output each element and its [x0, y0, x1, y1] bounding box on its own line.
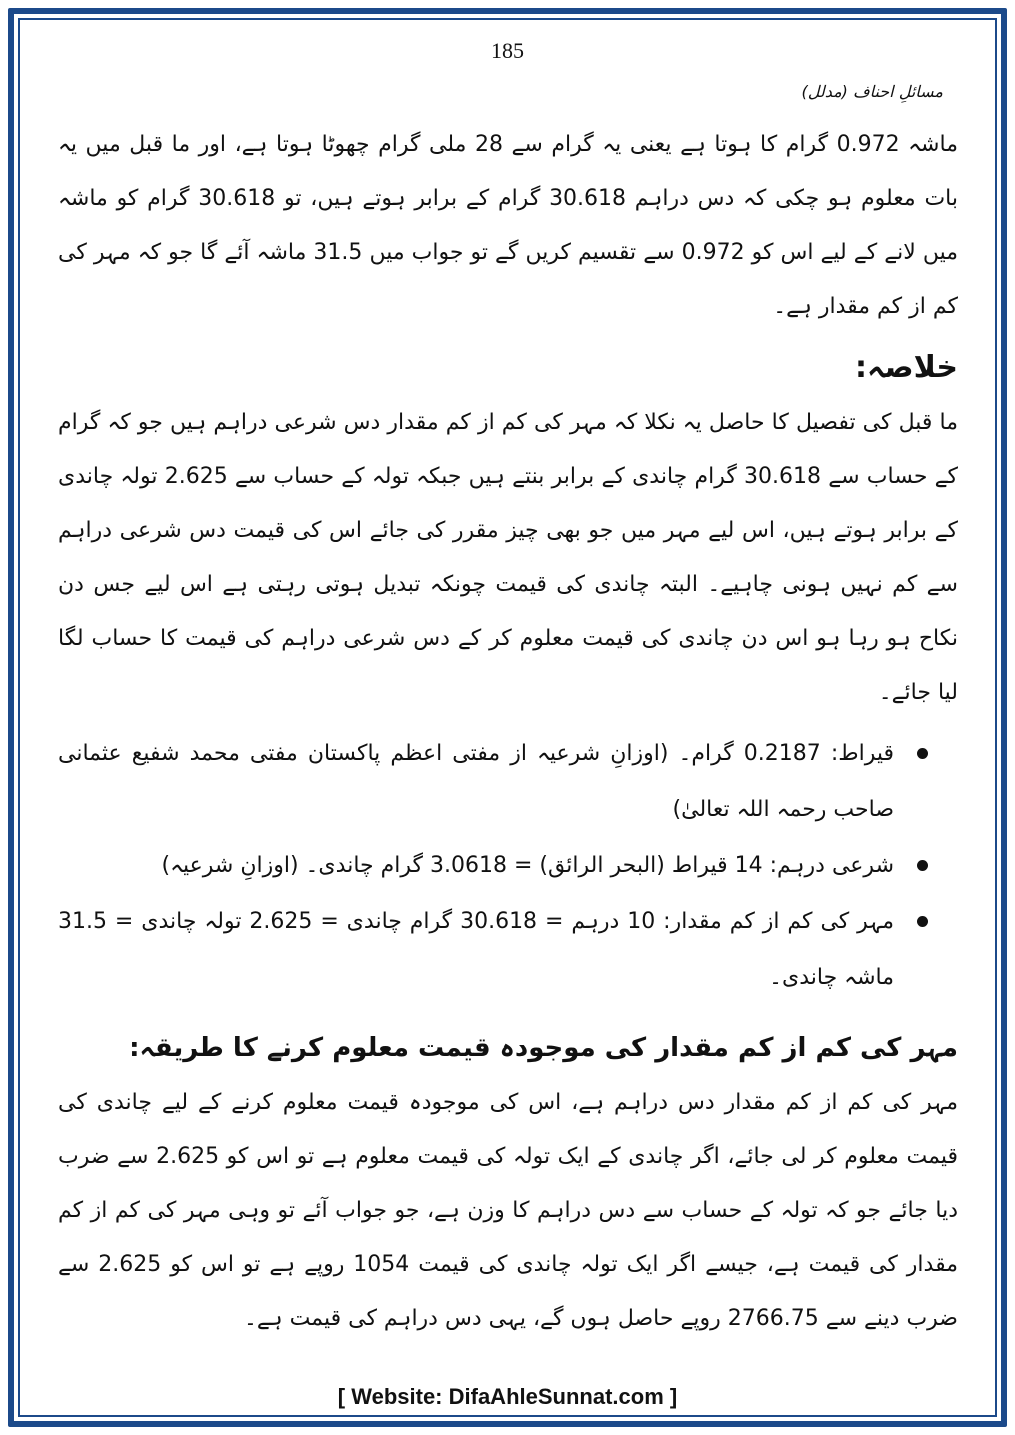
intro-paragraph: ماشہ 0.972 گرام کا ہوتا ہے یعنی یہ گرام سے 28 ملی گرام چھوٹا ہوتا ہے، اور ما قبل میں یہ بات معلوم ہو چکی کہ دس دراہم 30.618 گرام کے برابر ہوتے ہیں، تو 30.618 گرام کو ماشہ میں لانے کے لیے اس کو 0.972 سے تقسیم کریں گے تو جواب میں 31.5 ماشہ آئے گا جو کہ مہر کی کم از کم مقدار ہے۔: [58, 132, 958, 319]
list-item: [58, 894, 928, 1006]
method-paragraph: مہر کی کم از کم مقدار دس دراہم ہے، اس کی موجودہ قیمت معلوم کرنے کے لیے چاندی کی قیمت معلوم کر لی جائے، اگر چاندی کے ایک تولہ کی قیمت معلوم ہے تو اس کو 2.625 سے ضرب دیا جائے جو کہ تولہ کے حساب سے دس دراہم کا وزن ہے، جو جواب آئے تو وہی مہر کی کم از کم مقدار کی قیمت ہے، جیسے اگر ایک تولہ چاندی کی قیمت 1054 روپے ہے تو اس کو 2.625 سے ضرب دینے سے 2766.75 روپے حاصل ہوں گے، یہی دس دراہم کی قیمت ہے۔: [58, 1090, 959, 1331]
measurements-list: [58, 726, 958, 1006]
list-item-text: مہر کی کم از کم مقدار: 10 درہم = 30.618 گرام چاندی = 2.625 تولہ چاندی = 31.5 ماشہ چاندی۔: [58, 909, 894, 990]
list-item: [58, 838, 928, 894]
list-item-text: قیراط: 0.2187 گرام۔ (اوزانِ شرعیہ از مفتی اعظم پاکستان مفتی محمد شفیع عثمانی صاحب رحمہ اللہ تعالیٰ): [58, 741, 894, 822]
running-head: مسائلِ احناف (مدلل): [801, 82, 943, 101]
page-content: [58, 118, 958, 1346]
summary-paragraph: ما قبل کی تفصیل کا حاصل یہ نکلا کہ مہر کی کم از کم مقدار دس شرعی دراہم ہیں جو کہ گرام کے حساب سے 30.618 گرام چاندی کے برابر بنتے ہیں جبکہ تولہ کے حساب سے 2.625 تولہ چاندی کے برابر ہوتے ہیں، اس لیے مہر میں جو بھی چیز مقرر کی جائے اس کی قیمت دس شرعی دراہم سے کم نہیں ہونی چاہیے۔ البتہ چاندی کی قیمت چونکہ تبدیل ہوتی رہتی ہے اس لیے جس دن نکاح ہو رہا ہو اس دن چاندی کی قیمت معلوم کر کے دس شرعی دراہم کی قیمت کا حساب لگا لیا جائے۔: [58, 410, 959, 705]
list-item-text: شرعی درہم: 14 قیراط (البحر الرائق) = 3.0618 گرام چاندی۔ (اوزانِ شرعیہ): [161, 853, 894, 878]
page-number: 185: [491, 38, 524, 63]
list-item: [58, 726, 928, 838]
bullet-icon: [917, 748, 928, 759]
summary-heading: خلاصہ:: [855, 350, 958, 385]
method-heading: مہر کی کم از کم مقدار کی موجودہ قیمت معلوم کرنے کا طریقہ:: [129, 1033, 958, 1063]
website-footer: [ Website: DifaAhleSunnat.com ]: [337, 1384, 678, 1409]
bullet-icon: [917, 860, 928, 871]
bullet-icon: [917, 916, 928, 927]
